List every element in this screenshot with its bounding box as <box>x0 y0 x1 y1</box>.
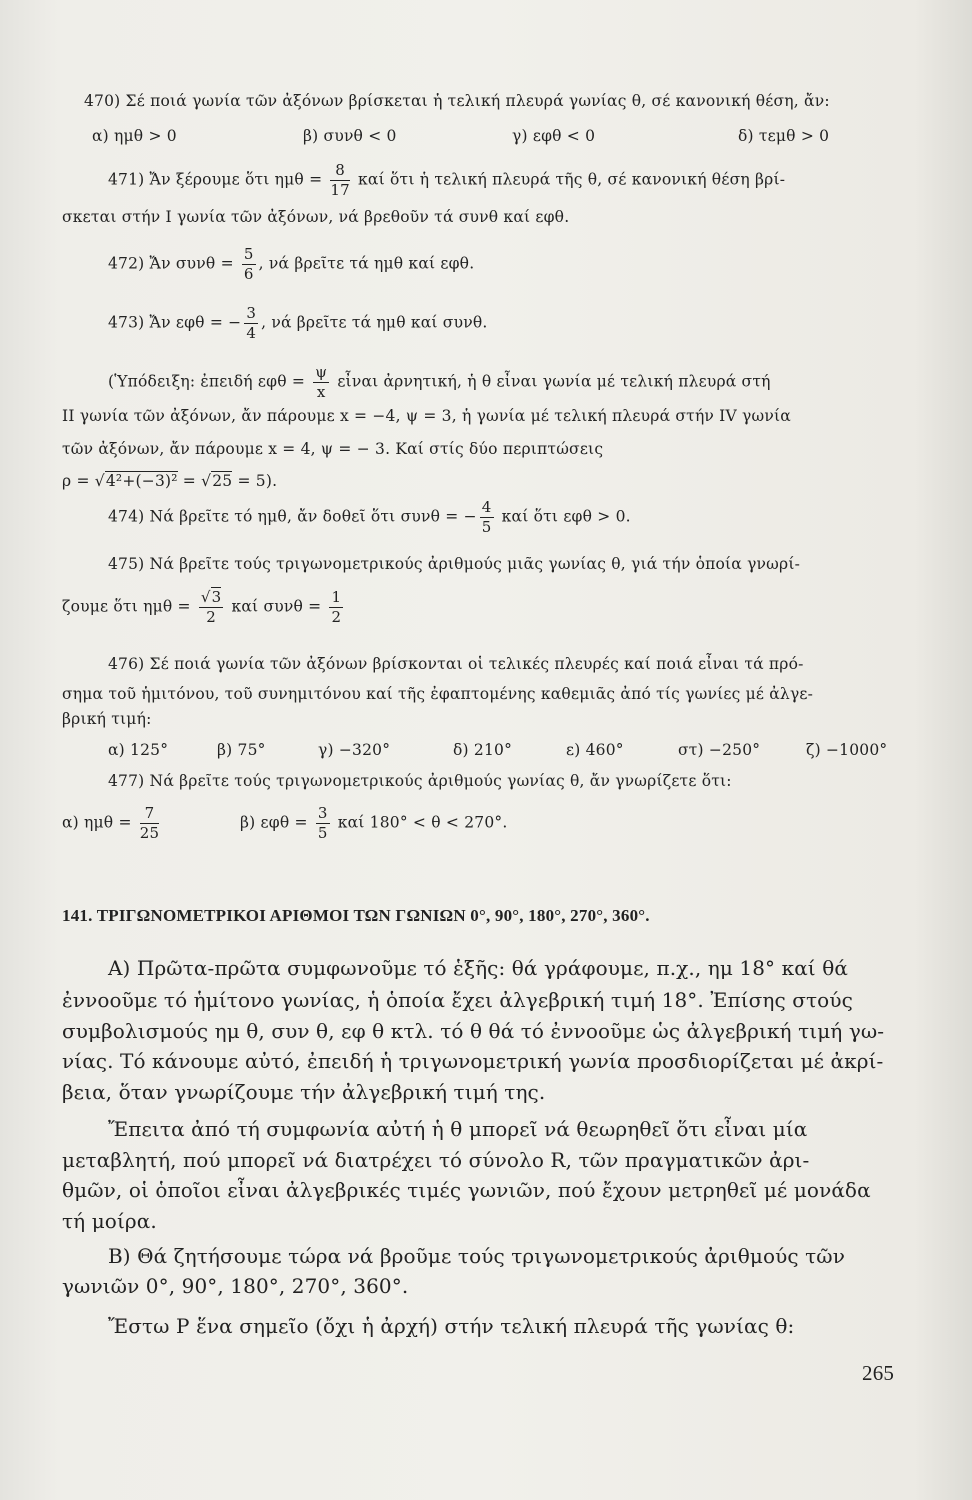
problem-476-option-5: ε) 460° <box>566 741 624 759</box>
problem-473-post: , νά βρεῖτε τά ημθ καί συνθ. <box>261 313 488 332</box>
problem-477-line1: 477) Νά βρεῖτε τούς τριγωνομετρικούς ἀριθμούς γωνίας θ, ἄν γνωρίζετε ὅτι: <box>108 772 732 790</box>
denominator: 6 <box>243 265 254 283</box>
fraction-psi-x <box>313 365 329 400</box>
hint-pre: (Ὑπόδειξη: ἐπειδή εφθ = <box>108 372 306 391</box>
sqrt-icon: √ <box>200 588 211 606</box>
paragraph-b-line2: γωνιῶν 0°, 90°, 180°, 270°, 360°. <box>62 1274 409 1298</box>
problem-477-b-pre: β) εφθ = <box>240 813 308 832</box>
problem-477-a-pre: α) ημθ = <box>62 813 132 832</box>
problem-476-line1: 476) Σέ ποιά γωνία τῶν ἀξόνων βρίσκονται οἱ τελικές πλευρές καί ποιά εἶναι τά πρό- <box>108 655 804 673</box>
problem-476-line2: σημα τοῦ ἡμιτόνου, τοῦ συνημιτόνου καί τῆς ἐφαπτομένης καθεμιᾶς ἀπό τίς γωνίες μέ ἀλγε- <box>62 685 814 703</box>
rho-post: = 5). <box>232 472 278 490</box>
paragraph-a2-line4: τή μοίρα. <box>62 1209 157 1233</box>
paragraph-a-line3: συμβολισμούς ημ θ, συν θ, εφ θ κτλ. τό θ θά τό ἐννοοῦμε ὡς ἀλγεβρική τιμή γω- <box>62 1019 885 1043</box>
problem-470-text: 470) Σέ ποιά γωνία τῶν ἀξόνων βρίσκεται ἡ τελική πλευρά γωνίας θ, σέ κανονική θέση, ἄν: <box>84 92 830 110</box>
rho-mid: = <box>177 472 202 490</box>
section-heading: 141. ΤΡΙΓΩΝΟΜΕΤΡΙΚΟΙ ΑΡΙΘΜΟΙ ΤΩΝ ΓΩΝΙΩΝ 0°, 90°, 180°, 270°, 360°. <box>62 906 650 925</box>
rho-pre: ρ = <box>62 472 95 490</box>
paragraph-a-line2: ἐννοοῦμε τό ἡμίτονο γωνίας, ἡ ὁποία ἔχει ἀλγεβρική τιμή 18°. Ἐπίσης στούς <box>62 988 853 1012</box>
problem-472-pre: 472) Ἄν συνθ = <box>108 254 234 273</box>
hint-line1 <box>108 365 771 400</box>
paragraph-a-line4: νίας. Τό κάνουμε αὐτό, ἐπειδή ἡ τριγωνομετρική γωνία προσδιορίζεται μέ ἀκρί- <box>62 1049 884 1073</box>
problem-471-pre: 471) Ἄν ξέρουμε ὅτι ημθ = <box>108 170 323 189</box>
problem-474-post: καί ὅτι εφθ > 0. <box>501 507 631 526</box>
sqrt-icon: √ <box>201 472 212 490</box>
problem-477-option-b <box>240 806 507 841</box>
problem-474-pre: 474) Νά βρεῖτε τό ημθ, ἄν δοθεῖ ὅτι συνθ = − <box>108 507 477 526</box>
hint-line2: II γωνία τῶν ἀξόνων, ἄν πάρουμε x = −4, ψ = 3, ἡ γωνία μέ τελική πλευρά στήν IV γωνία <box>62 407 791 425</box>
paragraph-a2-line1: Ἔπειτα ἀπό τή συμφωνία αὐτή ἡ θ μπορεῖ νά θεωρηθεῖ ὅτι εἶναι μία <box>108 1117 808 1141</box>
numerator: ψ <box>315 363 328 381</box>
problem-476-option-3: γ) −320° <box>318 741 391 759</box>
problem-470-option-d: δ) τεμθ > 0 <box>738 127 830 145</box>
fraction-5-6 <box>242 247 256 282</box>
numerator: 4 <box>481 498 492 516</box>
denominator: x <box>316 383 326 401</box>
problem-470-option-b: β) συνθ < 0 <box>303 127 397 145</box>
problem-476-option-4: δ) 210° <box>453 741 513 759</box>
problem-471-line1 <box>108 163 785 198</box>
problem-476-option-2: β) 75° <box>217 741 266 759</box>
hint-rho-formula <box>62 472 277 490</box>
fraction-3-4 <box>244 306 258 341</box>
numerator: 3 <box>317 804 328 822</box>
denominator: 2 <box>331 608 342 626</box>
fraction-sqrt3-2 <box>199 590 224 625</box>
problem-470-option-c: γ) εφθ < 0 <box>512 127 596 145</box>
problem-472 <box>108 247 474 282</box>
paragraph-c: Ἔστω Ρ ἕνα σημεῖο (ὄχι ἡ ἀρχή) στήν τελική πλευρά τῆς γωνίας θ: <box>108 1314 795 1338</box>
problem-475-line2 <box>62 590 346 625</box>
sqrt-icon: √ <box>94 472 105 490</box>
paragraph-a-line1: Α) Πρῶτα-πρῶτα συμφωνοῦμε τό ἑξῆς: θά γράφουμε, π.χ., ημ 18° καί θά <box>108 956 848 980</box>
problem-473-pre: 473) Ἄν εφθ = − <box>108 313 242 332</box>
paragraph-a2-line3: θμῶν, οἱ ὁποῖοι εἶναι ἀλγεβρικές τιμές γωνιῶν, πού ἔχουν μετρηθεῖ μέ μονάδα <box>62 1178 871 1202</box>
hint-line3: τῶν ἀξόνων, ἄν πάρουμε x = 4, ψ = − 3. Καί στίς δύο περιπτώσεις <box>62 440 604 458</box>
denominator: 4 <box>246 324 257 342</box>
numerator: 8 <box>330 163 350 181</box>
paragraph-b-line1: Β) Θά ζητήσουμε τώρα νά βροῦμε τούς τριγωνομετρικούς ἀριθμούς τῶν <box>108 1244 845 1268</box>
sqrt-radicand-2: 25 <box>212 472 233 490</box>
numerator: 5 <box>243 245 254 263</box>
page-number: 265 <box>862 1361 895 1385</box>
sqrt-radicand-1: 4²+(−3)² <box>105 472 178 490</box>
fraction-4-5 <box>480 500 494 535</box>
denominator: 2 <box>206 608 216 626</box>
problem-471-line2: σκεται στήν I γωνία τῶν ἀξόνων, νά βρεθοῦν τά συνθ καί εφθ. <box>62 208 570 226</box>
problem-475-mid: καί συνθ = <box>231 597 322 616</box>
denominator: 25 <box>139 824 160 842</box>
fraction-1-2 <box>329 590 343 625</box>
problem-475-pre: ζουμε ὅτι ημθ = <box>62 597 191 616</box>
problem-471-post: καί ὅτι ἡ τελική πλευρά τῆς θ, σέ κανονική θέση βρί- <box>358 170 786 189</box>
fraction-7-25 <box>140 806 160 841</box>
hint-post: εἶναι ἀρνητική, ἡ θ εἶναι γωνία μέ τελική πλευρά στή <box>337 372 771 391</box>
fraction-8-17 <box>330 163 350 198</box>
problem-473 <box>108 306 488 341</box>
problem-476-option-6: στ) −250° <box>678 741 761 759</box>
problem-472-post: , νά βρεῖτε τά ημθ καί εφθ. <box>258 254 475 273</box>
problem-475-line1: 475) Νά βρεῖτε τούς τριγωνομετρικούς ἀριθμούς μιᾶς γωνίας θ, γιά τήν ὁποία γνωρί- <box>108 555 801 573</box>
numerator: 7 <box>140 806 160 824</box>
problem-474 <box>108 500 631 535</box>
numerator: 3 <box>246 304 257 322</box>
denominator: 17 <box>330 181 350 199</box>
problem-476-option-1: α) 125° <box>108 741 169 759</box>
sqrt-radicand: 3 <box>211 588 222 606</box>
numerator <box>199 590 224 608</box>
paragraph-a2-line2: μεταβλητή, πού μπορεῖ νά διατρέχει τό σύνολο R, τῶν πραγματικῶν ἀρι- <box>62 1148 810 1172</box>
numerator: 1 <box>331 588 342 606</box>
problem-470-option-a: α) ημθ > 0 <box>92 127 177 145</box>
problem-477-b-post: καί 180° < θ < 270°. <box>337 813 508 832</box>
fraction-3-5 <box>316 806 330 841</box>
problem-476-option-7: ζ) −1000° <box>806 741 888 759</box>
paragraph-a-line5: βεια, ὅταν γνωρίζουμε τήν ἀλγεβρική τιμή της. <box>62 1080 546 1104</box>
denominator: 5 <box>481 518 492 536</box>
denominator: 5 <box>317 824 328 842</box>
problem-477-option-a <box>62 806 162 841</box>
problem-476-line3: βρική τιμή: <box>62 710 152 728</box>
